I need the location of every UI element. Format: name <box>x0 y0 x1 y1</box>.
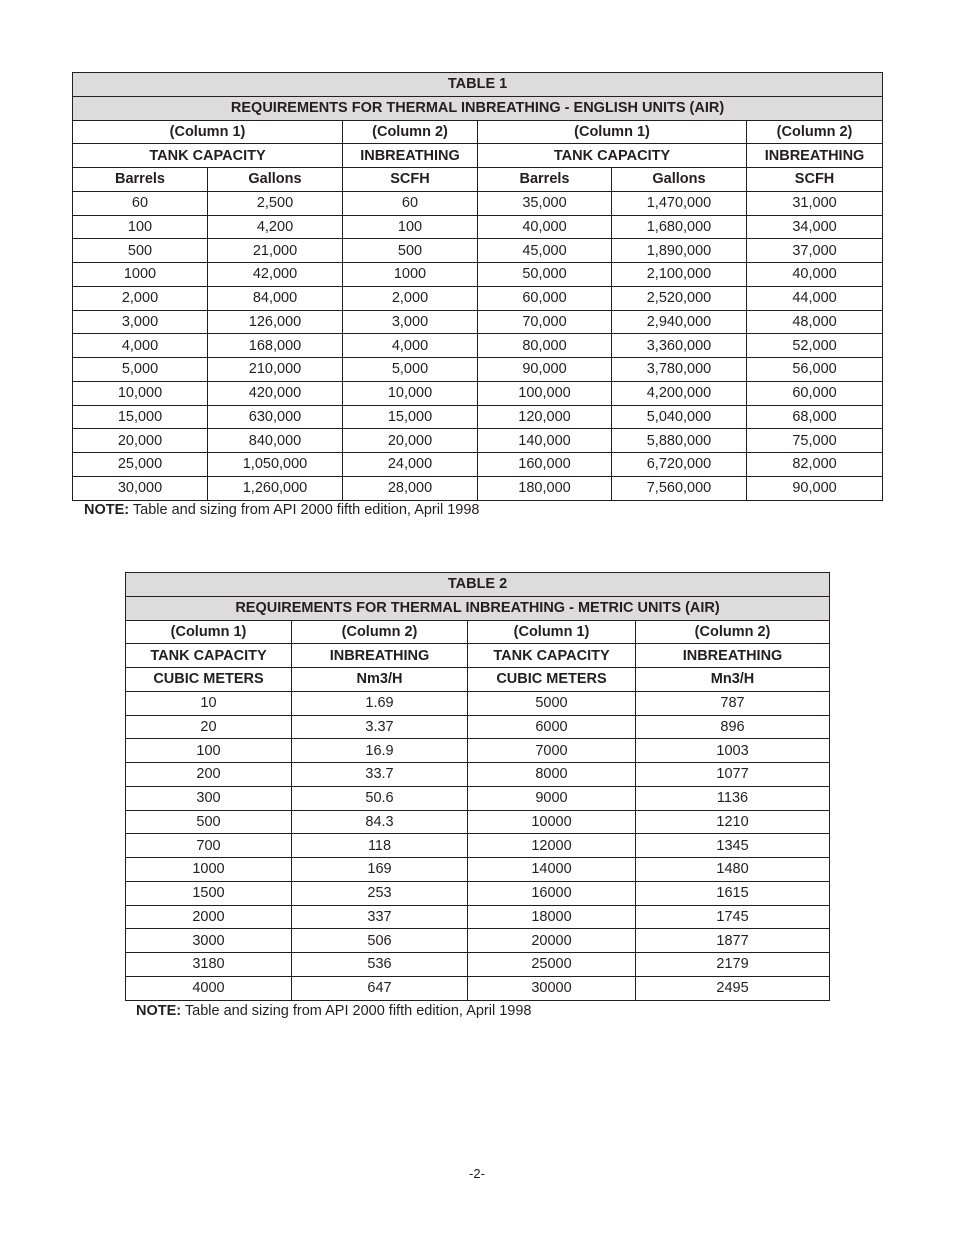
table-cell: 20 <box>126 715 292 739</box>
table-cell: 90,000 <box>747 476 883 500</box>
table-row <box>126 834 830 858</box>
table-cell: 2495 <box>636 976 830 1000</box>
table-cell: 100 <box>126 739 292 763</box>
table-row <box>126 858 830 882</box>
table-cell: 60,000 <box>747 381 883 405</box>
table-cell: 1745 <box>636 905 830 929</box>
table-cell: 18000 <box>468 905 636 929</box>
unit-header: Mn3/H <box>636 668 830 692</box>
table-cell: 169 <box>292 858 468 882</box>
table-cell: 500 <box>126 810 292 834</box>
table-cell: 1136 <box>636 786 830 810</box>
table-cell: 5000 <box>468 691 636 715</box>
table-cell: 140,000 <box>478 429 612 453</box>
group-label: TANK CAPACITY <box>126 644 292 668</box>
table-english-units <box>72 72 883 501</box>
table-cell: 20,000 <box>73 429 208 453</box>
table-cell: 2,520,000 <box>612 286 747 310</box>
table-cell: 100 <box>73 215 208 239</box>
table-cell: 16000 <box>468 881 636 905</box>
table-row <box>73 263 883 287</box>
table-cell: 500 <box>343 239 478 263</box>
unit-header: SCFH <box>343 168 478 192</box>
unit-header: CUBIC METERS <box>468 668 636 692</box>
table-cell: 3000 <box>126 929 292 953</box>
table-cell: 506 <box>292 929 468 953</box>
table-cell: 700 <box>126 834 292 858</box>
note-label: NOTE: <box>136 1003 182 1019</box>
table-cell: 3.37 <box>292 715 468 739</box>
table-row <box>73 381 883 405</box>
table-cell: 1,470,000 <box>612 191 747 215</box>
table-cell: 60 <box>73 191 208 215</box>
table-row <box>126 763 830 787</box>
table-cell: 647 <box>292 976 468 1000</box>
table-cell: 4,000 <box>343 334 478 358</box>
column-group-header: (Column 1) <box>126 620 292 644</box>
table-note <box>84 502 479 518</box>
column-group-header: (Column 1) <box>468 620 636 644</box>
table-cell: 52,000 <box>747 334 883 358</box>
unit-header: CUBIC METERS <box>126 668 292 692</box>
table-cell: 1,260,000 <box>208 476 343 500</box>
table-cell: 21,000 <box>208 239 343 263</box>
table-cell: 1077 <box>636 763 830 787</box>
table-cell: 1,890,000 <box>612 239 747 263</box>
unit-header: Gallons <box>208 168 343 192</box>
table-cell: 5,000 <box>343 358 478 382</box>
table-cell: 3,000 <box>73 310 208 334</box>
table-cell: 1480 <box>636 858 830 882</box>
table-cell: 100 <box>343 215 478 239</box>
group-label: TANK CAPACITY <box>468 644 636 668</box>
table-cell: 9000 <box>468 786 636 810</box>
table-row <box>126 881 830 905</box>
table-cell: 5,040,000 <box>612 405 747 429</box>
table-cell: 300 <box>126 786 292 810</box>
table-cell: 2,000 <box>73 286 208 310</box>
table-cell: 90,000 <box>478 358 612 382</box>
table-row <box>126 953 830 977</box>
table-cell: 10,000 <box>73 381 208 405</box>
table-cell: 10,000 <box>343 381 478 405</box>
group-label: TANK CAPACITY <box>73 144 343 168</box>
table-cell: 160,000 <box>478 453 612 477</box>
table-cell: 31,000 <box>747 191 883 215</box>
table-cell: 42,000 <box>208 263 343 287</box>
table-cell: 25,000 <box>73 453 208 477</box>
table-cell: 56,000 <box>747 358 883 382</box>
group-label: INBREATHING <box>343 144 478 168</box>
table-metric-units <box>125 572 830 1001</box>
table-cell: 840,000 <box>208 429 343 453</box>
table-cell: 1.69 <box>292 691 468 715</box>
table-cell: 126,000 <box>208 310 343 334</box>
table-cell: 1615 <box>636 881 830 905</box>
table-row <box>73 429 883 453</box>
table-row <box>73 358 883 382</box>
unit-header: Barrels <box>478 168 612 192</box>
table-title: TABLE 1 <box>73 73 883 97</box>
table-row <box>126 786 830 810</box>
table-row <box>73 334 883 358</box>
unit-header: SCFH <box>747 168 883 192</box>
table-cell: 24,000 <box>343 453 478 477</box>
table-cell: 210,000 <box>208 358 343 382</box>
table-subtitle: REQUIREMENTS FOR THERMAL INBREATHING - ENGLISH UNITS (AIR) <box>73 96 883 120</box>
table-cell: 33.7 <box>292 763 468 787</box>
page-number: -2- <box>469 1166 485 1181</box>
table-cell: 20,000 <box>343 429 478 453</box>
table-row <box>73 476 883 500</box>
column-group-header: (Column 2) <box>747 120 883 144</box>
table-cell: 35,000 <box>478 191 612 215</box>
table-cell: 6000 <box>468 715 636 739</box>
table-cell: 3180 <box>126 953 292 977</box>
table-cell: 30,000 <box>73 476 208 500</box>
table-cell: 1000 <box>343 263 478 287</box>
note-text: Table and sizing from API 2000 fifth edition, April 1998 <box>181 1003 532 1019</box>
table-cell: 8000 <box>468 763 636 787</box>
table-cell: 15,000 <box>343 405 478 429</box>
table-title: TABLE 2 <box>126 573 830 597</box>
table-cell: 4,200 <box>208 215 343 239</box>
table-cell: 1500 <box>126 881 292 905</box>
table-cell: 40,000 <box>478 215 612 239</box>
table-cell: 14000 <box>468 858 636 882</box>
table-cell: 48,000 <box>747 310 883 334</box>
table-cell: 50,000 <box>478 263 612 287</box>
table-cell: 16.9 <box>292 739 468 763</box>
table-cell: 28,000 <box>343 476 478 500</box>
unit-header: Nm3/H <box>292 668 468 692</box>
table-cell: 200 <box>126 763 292 787</box>
table-cell: 5,000 <box>73 358 208 382</box>
note-text: Table and sizing from API 2000 fifth edition, April 1998 <box>129 502 480 518</box>
table-cell: 84.3 <box>292 810 468 834</box>
table-cell: 68,000 <box>747 405 883 429</box>
table-cell: 100,000 <box>478 381 612 405</box>
column-group-header: (Column 2) <box>343 120 478 144</box>
table-cell: 4,200,000 <box>612 381 747 405</box>
group-label: TANK CAPACITY <box>478 144 747 168</box>
table-cell: 45,000 <box>478 239 612 263</box>
table-cell: 120,000 <box>478 405 612 429</box>
table-cell: 4000 <box>126 976 292 1000</box>
table-row <box>126 929 830 953</box>
table-cell: 84,000 <box>208 286 343 310</box>
column-group-header: (Column 2) <box>292 620 468 644</box>
table-cell: 2,500 <box>208 191 343 215</box>
table-cell: 1210 <box>636 810 830 834</box>
table-cell: 60 <box>343 191 478 215</box>
table-row <box>73 310 883 334</box>
unit-header: Gallons <box>612 168 747 192</box>
table-cell: 1,050,000 <box>208 453 343 477</box>
column-group-header: (Column 2) <box>636 620 830 644</box>
table-cell: 82,000 <box>747 453 883 477</box>
table-cell: 1000 <box>126 858 292 882</box>
table-row <box>73 453 883 477</box>
table-cell: 30000 <box>468 976 636 1000</box>
table-cell: 7000 <box>468 739 636 763</box>
table-cell: 500 <box>73 239 208 263</box>
table-row <box>73 215 883 239</box>
table-cell: 3,360,000 <box>612 334 747 358</box>
table-cell: 37,000 <box>747 239 883 263</box>
group-label: INBREATHING <box>292 644 468 668</box>
table-row <box>73 405 883 429</box>
table-cell: 5,880,000 <box>612 429 747 453</box>
table-cell: 253 <box>292 881 468 905</box>
table-cell: 2000 <box>126 905 292 929</box>
table-cell: 50.6 <box>292 786 468 810</box>
table-note <box>136 1003 531 1019</box>
table-cell: 3,000 <box>343 310 478 334</box>
table-cell: 896 <box>636 715 830 739</box>
table-cell: 75,000 <box>747 429 883 453</box>
table-cell: 12000 <box>468 834 636 858</box>
table-row <box>126 976 830 1000</box>
table-cell: 337 <box>292 905 468 929</box>
table-cell: 1,680,000 <box>612 215 747 239</box>
table-row <box>126 905 830 929</box>
table-cell: 536 <box>292 953 468 977</box>
table-cell: 118 <box>292 834 468 858</box>
table-row <box>126 715 830 739</box>
table-row <box>126 810 830 834</box>
group-label: INBREATHING <box>747 144 883 168</box>
table-row <box>73 239 883 263</box>
column-group-header: (Column 1) <box>73 120 343 144</box>
table-cell: 787 <box>636 691 830 715</box>
table-cell: 1345 <box>636 834 830 858</box>
table-cell: 630,000 <box>208 405 343 429</box>
table-cell: 10 <box>126 691 292 715</box>
table-cell: 15,000 <box>73 405 208 429</box>
table-cell: 60,000 <box>478 286 612 310</box>
table-cell: 2,100,000 <box>612 263 747 287</box>
column-group-header: (Column 1) <box>478 120 747 144</box>
table-subtitle: REQUIREMENTS FOR THERMAL INBREATHING - METRIC UNITS (AIR) <box>126 596 830 620</box>
table-row <box>126 691 830 715</box>
table-cell: 1000 <box>73 263 208 287</box>
group-label: INBREATHING <box>636 644 830 668</box>
table-cell: 44,000 <box>747 286 883 310</box>
unit-header: Barrels <box>73 168 208 192</box>
table-cell: 34,000 <box>747 215 883 239</box>
table-cell: 10000 <box>468 810 636 834</box>
table-body <box>73 191 883 500</box>
table-cell: 420,000 <box>208 381 343 405</box>
table-cell: 2,000 <box>343 286 478 310</box>
table-cell: 180,000 <box>478 476 612 500</box>
table-cell: 80,000 <box>478 334 612 358</box>
table-cell: 6,720,000 <box>612 453 747 477</box>
table-cell: 20000 <box>468 929 636 953</box>
table-row <box>73 191 883 215</box>
table-cell: 3,780,000 <box>612 358 747 382</box>
note-label: NOTE: <box>84 502 130 518</box>
table-cell: 168,000 <box>208 334 343 358</box>
table-row <box>73 286 883 310</box>
table-row <box>126 739 830 763</box>
table-cell: 25000 <box>468 953 636 977</box>
table-cell: 2179 <box>636 953 830 977</box>
table-body <box>126 691 830 1000</box>
table-cell: 2,940,000 <box>612 310 747 334</box>
table-cell: 4,000 <box>73 334 208 358</box>
table-cell: 70,000 <box>478 310 612 334</box>
table-cell: 7,560,000 <box>612 476 747 500</box>
table-cell: 1003 <box>636 739 830 763</box>
table-cell: 1877 <box>636 929 830 953</box>
table-cell: 40,000 <box>747 263 883 287</box>
